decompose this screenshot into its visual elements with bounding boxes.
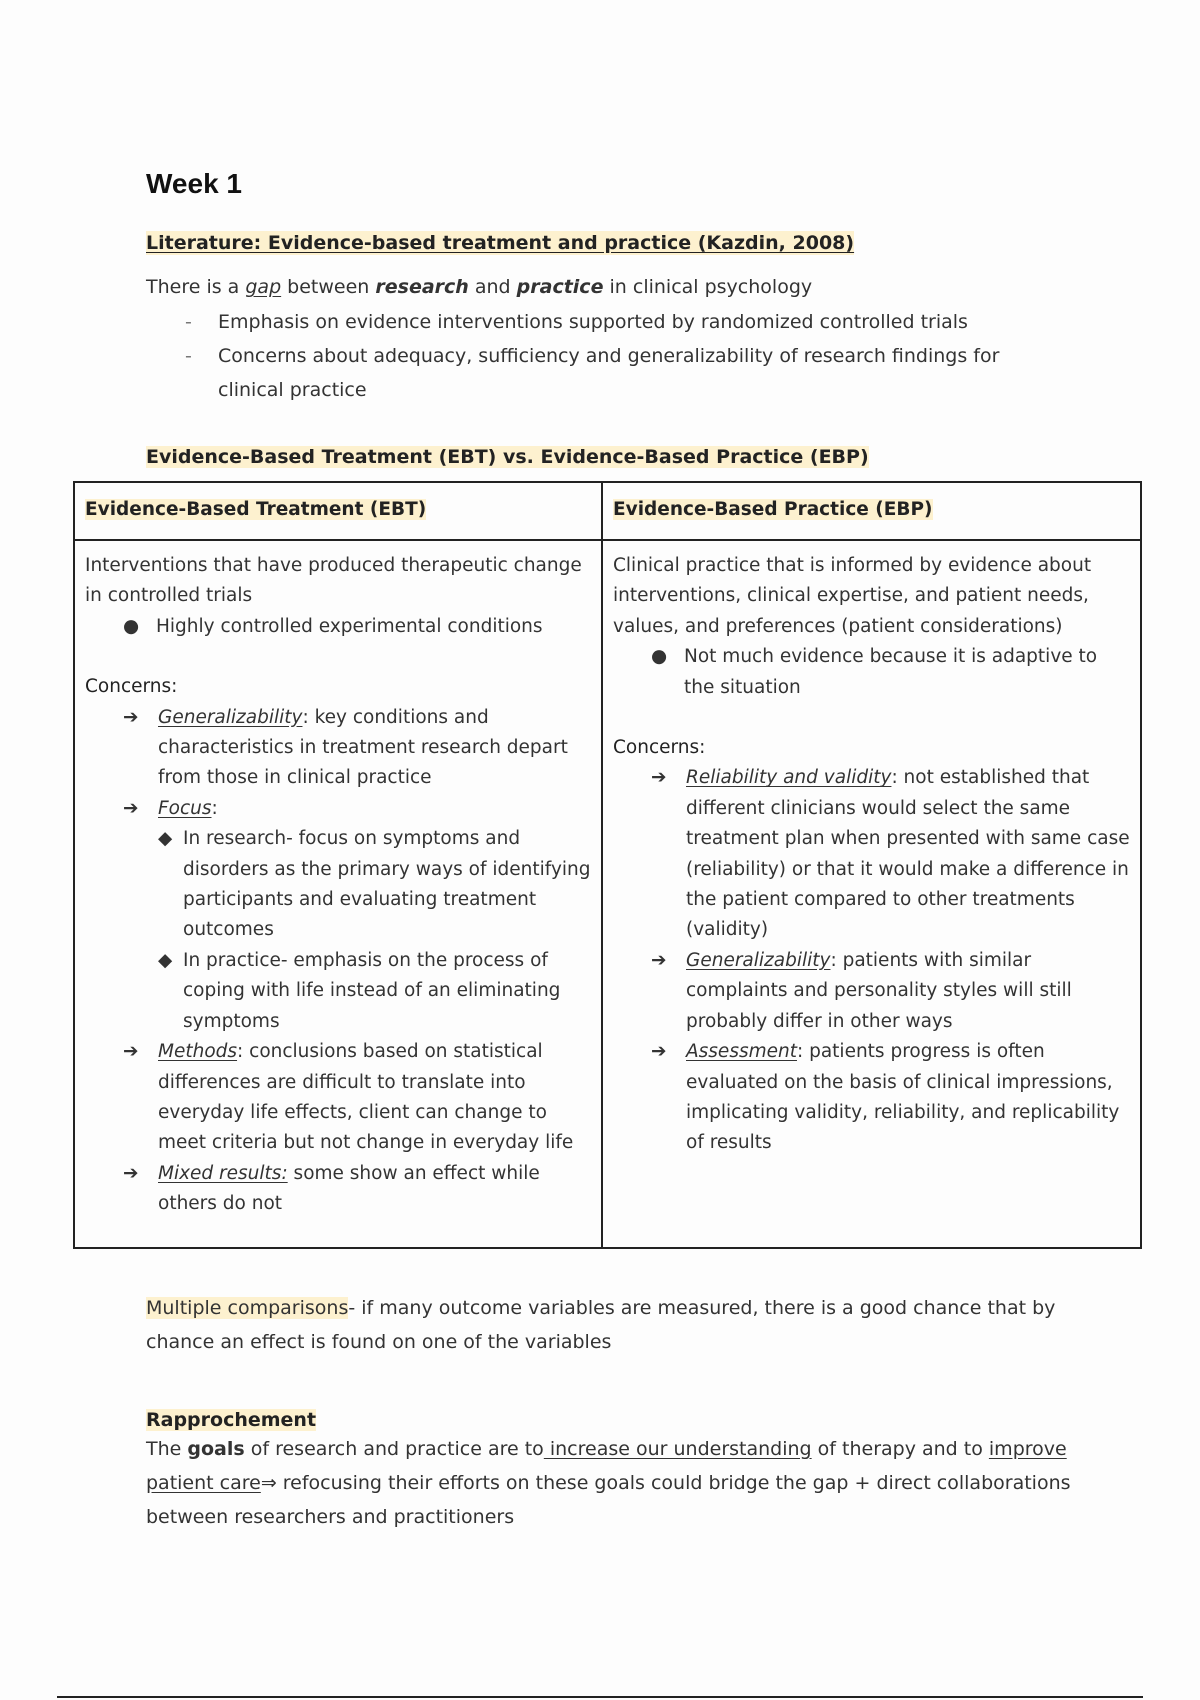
multiple-comparisons-term: Multiple comparisons (146, 1297, 349, 1319)
comparison-heading (146, 446, 869, 468)
list-item: - Concerns about adequacy, sufficiency and generalizability of research findings for clinical practice (185, 339, 1045, 407)
underlined-phrase: increase our understanding (543, 1438, 812, 1460)
concern-term: Reliability and validity (686, 767, 892, 789)
intro-text: between (281, 276, 376, 298)
intro-text: There is a (146, 276, 246, 298)
intro-paragraph (146, 270, 812, 304)
list-item (85, 1037, 591, 1159)
ebt-header-text: Evidence-Based Treatment (EBT) (85, 499, 427, 520)
page-title: Week 1 (146, 168, 242, 199)
concern-text: : patients progress is often evaluated on the basis of clinical impressions, implicating validity, reliability, and replicability of results (686, 1041, 1120, 1154)
list-item: - Emphasis on evidence interventions supported by randomized controlled trials (185, 305, 1045, 339)
table-header-row (74, 482, 1141, 540)
concern-term: Generalizability (158, 706, 303, 728)
arrow-icon: ➔ (651, 767, 667, 789)
rapprochement-text: of research and practice are to (244, 1438, 544, 1460)
concern-text: : not established that different clinicians would select the same treatment plan when presented with same case (reliability) or that it would make a difference in the patient compared to other treatments (validity) (686, 767, 1130, 941)
literature-heading-text: Literature: Evidence-based treatment and practice (Kazdin, 2008) (146, 232, 855, 254)
list-item (85, 946, 591, 1037)
rapprochement-paragraph (146, 1432, 1076, 1534)
bullet-icon: ● (651, 646, 668, 668)
list-item (613, 763, 1130, 945)
multiple-comparisons-text: - if many outcome variables are measured, there is a good chance that by chance an effect is found on one of the variables (146, 1297, 1056, 1353)
ebp-header (602, 482, 1141, 540)
list-item-text: Not much evidence because it is adaptive to the situation (684, 646, 1098, 698)
ebp-definition: Clinical practice that is informed by evidence about interventions, clinical expertise, and patient needs, values, and preferences (patient considerations) (613, 555, 1092, 637)
concern-term: Focus (158, 797, 212, 819)
arrow-icon: ➔ (123, 1041, 139, 1063)
comparison-table (73, 481, 1142, 1249)
intro-text: and (468, 276, 517, 298)
ebt-concerns-label: Concerns: (85, 676, 178, 698)
list-item (85, 703, 591, 794)
rapprochement-text: The (146, 1438, 188, 1460)
multiple-comparisons-paragraph (146, 1291, 1066, 1359)
underlined-phrase: improve patient care (146, 1438, 1067, 1494)
bullet-icon: ● (123, 615, 140, 637)
list-item-text: In research- focus on symptoms and disorders as the primary ways of identifying participants and evaluating treatment outcomes (183, 828, 591, 941)
concern-term: Assessment (686, 1041, 797, 1063)
rapprochement-heading-text: Rapprochement (146, 1409, 317, 1431)
concern-term: Methods (158, 1041, 238, 1063)
concern-text: : patients with similar complaints and personality styles will still probably differ in other ways (686, 949, 1072, 1032)
concern-term: Mixed results: (158, 1162, 288, 1184)
list-item (85, 824, 591, 946)
list-item (85, 794, 591, 824)
ebt-header (74, 482, 602, 540)
concern-text: : key conditions and characteristics in treatment research depart from those in clinical practice (158, 706, 568, 789)
ebp-concerns-label: Concerns: (613, 737, 706, 759)
list-item-text: Highly controlled experimental conditions (156, 615, 543, 637)
concern-text: : (211, 797, 218, 819)
page-bottom-divider (57, 1696, 1143, 1698)
diamond-icon: ◆ (158, 949, 173, 971)
rapprochement-text: of therapy and to (811, 1438, 989, 1460)
goals-term: goals (187, 1438, 245, 1460)
list-item-text: In practice- emphasis on the process of coping with life instead of an eliminating symptoms (183, 949, 561, 1032)
list-item (613, 946, 1130, 1037)
arrow-icon: ➔ (651, 949, 667, 971)
list-item (85, 612, 591, 642)
diamond-icon: ◆ (158, 828, 173, 850)
list-item (613, 642, 1130, 703)
ebp-cell (602, 540, 1141, 1248)
list-item (613, 1037, 1130, 1159)
ebt-cell (74, 540, 602, 1248)
arrow-icon: ➔ (123, 797, 139, 819)
practice-term: practice (516, 276, 604, 298)
intro-text: in clinical psychology (603, 276, 813, 298)
intro-bullet-list (185, 305, 1045, 407)
research-term: research (375, 276, 469, 298)
concern-text: some show an effect while others do not (158, 1162, 540, 1215)
literature-heading (146, 232, 854, 254)
gap-term: gap (245, 276, 282, 298)
comparison-heading-text: Evidence-Based Treatment (EBT) vs. Evidence-Based Practice (EBP) (146, 446, 869, 468)
rapprochement-text: ⇒ refocusing their efforts on these goals could bridge the gap + direct collaborations between researchers and practitioners (146, 1472, 1071, 1528)
arrow-icon: ➔ (123, 1162, 139, 1184)
table-row (74, 540, 1141, 1248)
ebp-header-text: Evidence-Based Practice (EBP) (613, 499, 933, 520)
concern-text: : conclusions based on statistical differences are difficult to translate into everyday life effects, client can change to meet criteria but not change in everyday life (158, 1041, 574, 1154)
concern-term: Generalizability (686, 949, 831, 971)
list-item (85, 1159, 591, 1220)
arrow-icon: ➔ (123, 706, 139, 728)
ebt-definition: Interventions that have produced therapeutic change in controlled trials (85, 555, 582, 607)
arrow-icon: ➔ (651, 1041, 667, 1063)
